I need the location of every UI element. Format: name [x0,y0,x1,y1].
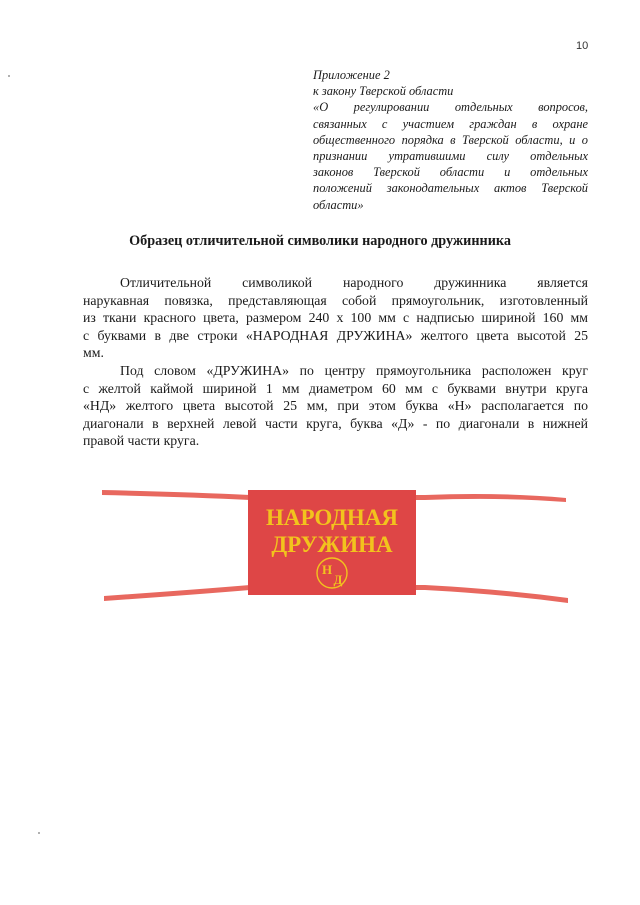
body-text [83,274,588,450]
armband-text-line2: ДРУЖИНА [271,532,393,557]
paragraph-line: из ткани красного цвета, размером 240 х 100 мм с надписью шириной 160 мм [83,310,588,326]
paragraph-line: правой части круга. [83,433,200,449]
scan-speck [38,832,40,834]
paragraph-line: нарукавная повязка, представляющая собой прямоугольник, изготовленный [83,292,588,308]
page-number: 10 [576,40,589,52]
scan-speck [8,75,10,77]
paragraph-line: с желтой каймой шириной 1 мм диаметром 60 мм с буквами внутри круга [83,380,588,396]
appendix-header [313,67,588,213]
appendix-line: общественного порядка в Тверской области, и о [313,132,588,147]
appendix-line: связанных с участием граждан в охране [313,116,588,131]
appendix-line: области» [313,197,364,212]
armband-text-line1: НАРОДНАЯ [265,505,399,530]
appendix-line: признании утратившими силу отдельных [313,149,588,164]
armband-illustration [100,480,570,620]
paragraph-line: с буквами в две строки «НАРОДНАЯ ДРУЖИНА» желтого цвета высотой 25 [83,327,588,343]
paragraph-line: диагонали в верхней левой части круга, буква «Д» - по диагонали в нижней [83,415,588,431]
emblem-letter-h: Н [321,562,333,577]
paragraph-line: «НД» желтого цвета высотой 25 мм, при этом буква «Н» располагается по [83,398,588,414]
document-title: Образец отличительной символики народного дружинника [129,233,511,249]
appendix-line: к закону Тверской области [313,84,454,99]
appendix-line: Приложение 2 [313,68,390,82]
appendix-line: положений законодательных актов Тверской [313,181,588,196]
paragraph-line: Под словом «ДРУЖИНА» по центру прямоугольника расположен круг [120,362,588,378]
paragraph-line: Отличительной символикой народного дружинника является [120,275,588,290]
appendix-line: «О регулировании отдельных вопросов, [313,100,588,115]
emblem-letter-d: Д [333,572,343,587]
appendix-line: законов Тверской области и отдельных [313,165,588,180]
paragraph-line: мм. [83,345,104,361]
